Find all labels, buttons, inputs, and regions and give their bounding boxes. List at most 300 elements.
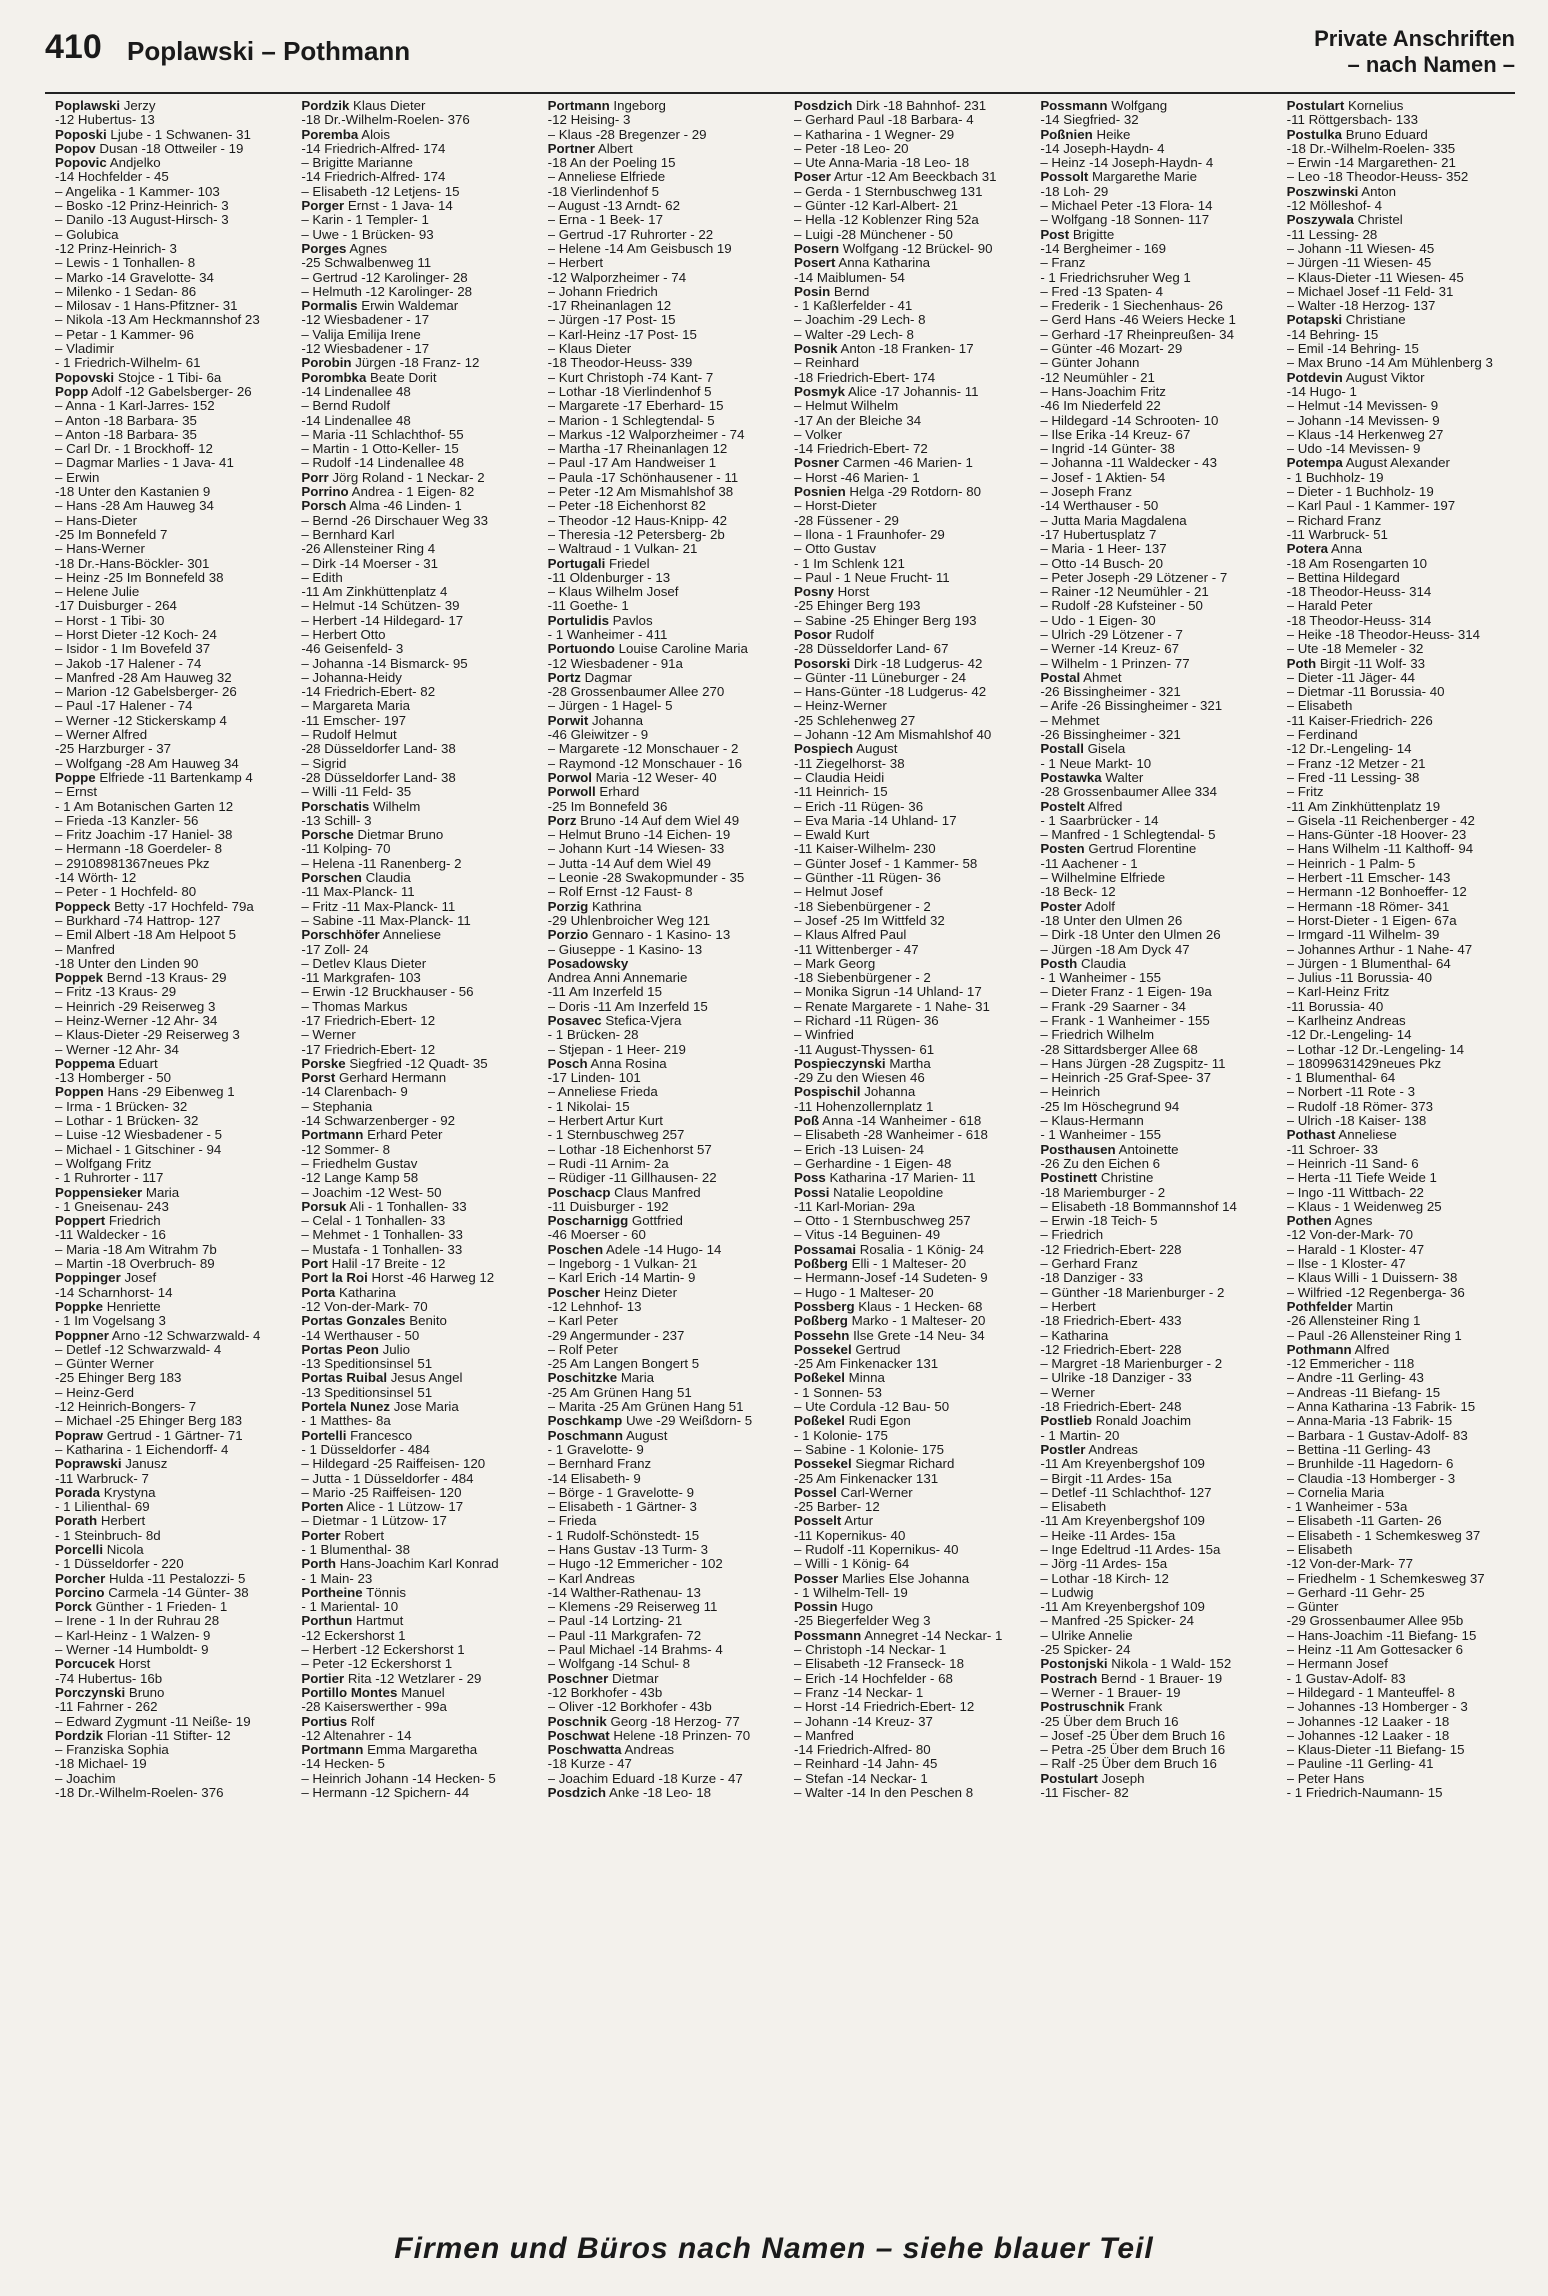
directory-entry: -18 Loh- 29 — [1040, 184, 1109, 199]
directory-entry: Posner Carmen -46 Marien- 1 — [793, 456, 973, 471]
directory-entry: -11 Am Kreyenbergshof 109 — [1040, 1457, 1205, 1472]
directory-entry: – Werner - 1 Brauer- 19 — [1040, 1685, 1181, 1700]
directory-entry: – Maria - 1 Heer- 137 — [1040, 542, 1167, 557]
directory-entry: - 1 Gustav-Adolf- 83 — [1286, 1671, 1406, 1686]
directory-entry: - 1 Brücken- 28 — [547, 1028, 639, 1043]
directory-entry: Poschitzke Maria — [547, 1371, 655, 1386]
directory-entry: - 1 Matthes- 8a — [301, 1414, 391, 1429]
directory-entry: Postelt Alfred — [1040, 799, 1123, 814]
directory-entry: - 1 Sternbuschweg 257 — [547, 1128, 685, 1143]
surname: Possamai — [793, 1242, 857, 1257]
directory-entry: -18 Unter den Linden 90 — [55, 956, 199, 971]
surname: Pospiech — [793, 742, 854, 757]
directory-entry: – Günter -12 Karl-Albert- 21 — [793, 199, 959, 214]
directory-entry: – Petra -25 Über dem Bruch 16 — [1040, 1743, 1226, 1758]
directory-entry: – Bosko -12 Prinz-Heinrich- 3 — [55, 199, 229, 214]
directory-entry: Pordzik Klaus Dieter — [301, 99, 426, 113]
directory-entry: Poremba Alois — [301, 127, 391, 142]
directory-entry: Poschacp Claus Manfred — [547, 1185, 701, 1200]
directory-entry: -18 Friedrich-Ebert- 248 — [1040, 1400, 1182, 1415]
directory-entry: – Rudolf Helmut — [301, 728, 397, 743]
directory-entry: – Rainer -12 Neumühler - 21 — [1040, 585, 1209, 600]
directory-entry: – Otto -14 Busch- 20 — [1040, 556, 1164, 571]
directory-entry: Poposki Ljube - 1 Schwanen- 31 — [55, 127, 251, 142]
surname: Postal — [1040, 670, 1081, 685]
directory-entry: – Bettina Hildegard — [1286, 570, 1400, 585]
directory-entry: -14 Friedrich-Alfred- 80 — [793, 1743, 931, 1758]
directory-entry: – Dieter Franz - 1 Eigen- 19a — [1040, 985, 1212, 1000]
surname: Porschen — [301, 871, 362, 886]
directory-entry: – Vitus -14 Beguinen- 49 — [793, 1228, 941, 1243]
surname: Poßekel — [793, 1371, 845, 1386]
directory-entry: – Klaus-Dieter -29 Reiserweg 3 — [55, 1028, 240, 1043]
directory-entry: – Bernd -26 Dirschauer Weg 33 — [301, 513, 489, 528]
directory-entry: -14 Bergheimer - 169 — [1040, 241, 1166, 256]
directory-entry: – Markus -12 Walporzheimer - 74 — [547, 427, 745, 442]
directory-entry: -11 Goethe- 1 — [547, 599, 629, 614]
surname: Poschkamp — [547, 1414, 623, 1429]
directory-entry: -14 Hugo- 1 — [1286, 384, 1357, 399]
directory-entry: – Dietmar - 1 Lützow- 17 — [301, 1514, 447, 1529]
surname: Portmann — [301, 1128, 364, 1143]
directory-entry: – Ingeborg - 1 Vulkan- 21 — [547, 1257, 698, 1272]
directory-entry: – Hans Wilhelm -11 Kalthoff- 94 — [1286, 842, 1474, 857]
directory-entry: -11 Röttgersbach- 133 — [1286, 113, 1418, 128]
surname: Poth — [1286, 656, 1317, 671]
directory-entry: Portz Dagmar — [547, 670, 632, 685]
directory-entry: Poster Adolf — [1040, 899, 1115, 914]
surname: Postrach — [1040, 1671, 1098, 1686]
directory-entry: Possi Natalie Leopoldine — [793, 1185, 944, 1200]
surname: Postler — [1040, 1442, 1086, 1457]
directory-entry: - 1 Ruhrorter - 117 — [55, 1171, 164, 1186]
directory-entry: Posin Bernd — [793, 284, 870, 299]
directory-entry: – Heinz -25 Im Bonnefeld 38 — [55, 570, 224, 585]
directory-entry: – Helmut -14 Mevissen- 9 — [1286, 399, 1439, 414]
directory-entry: – Peter -18 Eichenhorst 82 — [547, 499, 706, 514]
directory-entry: -11 Kolping- 70 — [301, 842, 391, 857]
surname: Posnik — [793, 342, 838, 357]
directory-entry: – Milosav - 1 Hans-Pfitzner- 31 — [55, 299, 238, 314]
directory-entry: – Frieda — [547, 1514, 597, 1529]
directory-entry: – Irmgard -11 Wilhelm- 39 — [1286, 928, 1440, 943]
directory-entry: Porsch Alma -46 Linden- 1 — [301, 499, 462, 514]
directory-entry: -14 Elisabeth- 9 — [547, 1471, 641, 1486]
directory-entry: – Celal - 1 Tonhallen- 33 — [301, 1214, 446, 1229]
surname: Porsche — [301, 828, 354, 843]
surname: Possehn — [793, 1328, 850, 1343]
directory-entry: – Udo -14 Mevissen- 9 — [1286, 442, 1421, 457]
surname: Postall — [1040, 742, 1084, 757]
directory-entry: Poppema Eduart — [55, 1056, 158, 1071]
directory-entry: – Peter -18 Leo- 20 — [793, 141, 909, 156]
directory-entry: – Hermann -18 Römer- 341 — [1286, 899, 1450, 914]
directory-entry: Porschen Claudia — [301, 871, 411, 886]
directory-entry: -12 Eckershorst 1 — [301, 1628, 406, 1643]
directory-entry: -18 Kurze - 47 — [547, 1757, 632, 1772]
directory-entry: – Helmut Bruno -14 Eichen- 19 — [547, 828, 731, 843]
directory-entry: -18 Friedrich-Ebert- 174 — [793, 370, 936, 385]
directory-entry: – Werner -12 Stickerskamp 4 — [55, 713, 227, 728]
surname: Potdevin — [1286, 370, 1343, 385]
directory-entry: – Rudolf -28 Kufsteiner - 50 — [1040, 599, 1203, 614]
directory-entry: – Max Bruno -14 Am Mühlenberg 3 — [1286, 356, 1493, 371]
directory-entry: Poppe Elfriede -11 Bartenkamp 4 — [55, 770, 253, 785]
directory-entry: – Ingrid -14 Günter- 38 — [1040, 442, 1175, 457]
directory-entry: Poszwinski Anton — [1286, 184, 1397, 199]
directory-entry: -12 Von-der-Mark- 70 — [301, 1299, 428, 1314]
directory-entry: -12 Wiesbadener - 17 — [301, 313, 430, 328]
surname: Posorski — [793, 656, 851, 671]
directory-entry: Possekel Siegmar Richard — [793, 1457, 955, 1472]
directory-entry: – Friedhelm - 1 Schemkesweg 37 — [1286, 1571, 1485, 1586]
directory-entry: -25 Ehinger Berg 183 — [55, 1371, 182, 1386]
directory-entry: -11 Duisburger - 192 — [547, 1199, 669, 1214]
directory-entry: -13 Speditionsinsel 51 — [301, 1357, 433, 1372]
directory-entry: – Frank - 1 Wanheimer - 155 — [1040, 1014, 1210, 1028]
directory-entry: Pothen Agnes — [1286, 1214, 1373, 1229]
directory-entry: – Horst -14 Friedrich-Ebert- 12 — [793, 1700, 975, 1715]
directory-entry: – Gisela -11 Reichenberger - 42 — [1286, 813, 1475, 828]
directory-entry: -11 Hohenzollernplatz 1 — [793, 1099, 934, 1114]
directory-entry: -12 Friedrich-Ebert- 228 — [1040, 1242, 1182, 1257]
surname: Porta — [301, 1285, 336, 1300]
directory-entry: Poppen Hans -29 Eibenweg 1 — [55, 1085, 235, 1100]
directory-entry: -29 Grossenbaumer Allee 95b — [1286, 1614, 1464, 1629]
directory-entry: -18 Siebenbürgener - 2 — [793, 971, 931, 986]
surname: Poscharnigg — [547, 1214, 629, 1229]
directory-entry: – Hans Jürgen -28 Zugspitz- 11 — [1040, 1056, 1226, 1071]
directory-entry: -14 Maiblumen- 54 — [793, 270, 905, 285]
directory-entry: -12 Emmericher - 118 — [1286, 1357, 1415, 1372]
directory-entry: – Wolfgang Fritz — [55, 1156, 152, 1171]
surname: Possel — [793, 1485, 837, 1500]
surname: Port la Roi — [301, 1271, 368, 1286]
directory-entry: – Friedrich Wilhelm — [1040, 1028, 1155, 1043]
directory-entry: Poschen Adele -14 Hugo- 14 — [547, 1242, 722, 1257]
directory-entry: -18 Theodor-Heuss- 314 — [1286, 613, 1432, 628]
directory-entry: Porzig Kathrina — [547, 899, 642, 914]
directory-entry: - 1 Blumenthal- 64 — [1286, 1071, 1396, 1086]
directory-entry: Porschatis Wilhelm — [301, 799, 421, 814]
directory-entry: Posselt Artur — [793, 1514, 874, 1529]
directory-entry: - 1 Kaßlerfelder - 41 — [793, 299, 913, 314]
directory-entry: Porges Agnes — [301, 241, 388, 256]
directory-entry: Port Halil -17 Breite - 12 — [301, 1257, 446, 1272]
directory-entry: – Klaus Alfred Paul — [793, 928, 907, 943]
directory-entry: -11 Fahrner - 262 — [55, 1700, 158, 1715]
directory-entry: – Herbert Artur Kurt — [547, 1114, 663, 1129]
directory-entry: – Herbert -12 Eckershorst 1 — [301, 1643, 465, 1658]
directory-entry: - 1 Wanheimer - 411 — [547, 627, 668, 642]
directory-entry: -12 Von-der-Mark- 70 — [1286, 1228, 1414, 1243]
directory-entry: -25 Schwalbenweg 11 — [301, 256, 432, 271]
directory-entry: – Stjepan - 1 Heer- 219 — [547, 1042, 686, 1057]
directory-entry: -12 Dr.-Lengeling- 14 — [1286, 1028, 1412, 1043]
surname: Pordzik — [301, 99, 350, 113]
directory-entry: Poschmann August — [547, 1428, 668, 1443]
directory-entry: – Manfred -28 Am Hauweg 32 — [55, 670, 232, 685]
directory-entry: – Horst -46 Marien- 1 — [793, 470, 920, 485]
surname: Poschitzke — [547, 1371, 618, 1386]
directory-entry: Poplawski Jerzy — [55, 99, 156, 113]
surname: Poppen — [55, 1085, 104, 1100]
directory-entry: – Werner -12 Ahr- 34 — [55, 1042, 179, 1057]
directory-entry: -25 Über dem Bruch 16 — [1040, 1714, 1179, 1729]
directory-entry: – Brunhilde -11 Hagedorn- 6 — [1286, 1457, 1454, 1472]
directory-entry: – Richard -11 Rügen- 36 — [793, 1014, 939, 1028]
directory-entry: Porz Bruno -14 Auf dem Wiel 49 — [547, 813, 740, 828]
surname: Porczynski — [55, 1685, 126, 1700]
surname: Poscher — [547, 1285, 601, 1300]
directory-entry: -11 Borussia- 40 — [1286, 999, 1384, 1014]
directory-entry: – Harald - 1 Kloster- 47 — [1286, 1242, 1425, 1257]
directory-entry: – Klaus - 1 Weidenweg 25 — [1286, 1199, 1442, 1214]
surname: Porwit — [547, 713, 589, 728]
surname: Posdzich — [793, 99, 853, 113]
directory-entry: – Fritz -11 Max-Planck- 11 — [301, 899, 456, 914]
directory-entry: – Danilo -13 August-Hirsch- 3 — [55, 213, 229, 228]
directory-entry: -11 Oldenburger - 13 — [547, 570, 671, 585]
directory-entry: – Rüdiger -11 Gillhausen- 22 — [547, 1171, 717, 1186]
surname: Poppema — [55, 1056, 115, 1071]
directory-entry: – Johann -11 Wiesen- 45 — [1286, 241, 1435, 256]
directory-entry: – Helmut Wilhelm — [793, 399, 899, 414]
directory-entry: – Horst-Dieter — [793, 499, 877, 514]
directory-entry: – Hermann -18 Goerdeler- 8 — [55, 842, 223, 857]
directory-entry: -28 Düsseldorfer Land- 38 — [301, 770, 456, 785]
directory-entry: – Johannes -12 Laaker - 18 — [1286, 1714, 1450, 1729]
directory-entry: – Udo - 1 Eigen- 30 — [1040, 613, 1156, 628]
directory-entry: Porcher Hulda -11 Pestalozzi- 5 — [55, 1571, 246, 1586]
surname: Posten — [1040, 842, 1085, 857]
surname: Portas Gonzales — [301, 1314, 406, 1329]
directory-entry: – Hermann -12 Spichern- 44 — [301, 1786, 470, 1801]
directory-entry: – Rudi -11 Arnim- 2a — [547, 1156, 669, 1171]
directory-entry: – Jakob -17 Halener - 74 — [55, 656, 202, 671]
directory-entry: -14 Joseph-Haydn- 4 — [1040, 141, 1165, 156]
directory-entry: – Irene - 1 In der Ruhrau 28 — [55, 1614, 220, 1629]
directory-entry: – Wolfgang -18 Sonnen- 117 — [1040, 213, 1210, 228]
surname: Porschhöfer — [301, 928, 380, 943]
surname: Portius — [301, 1714, 348, 1729]
page-title: Poplawski – Pothmann — [127, 36, 411, 66]
directory-entry: – Gerhardine - 1 Eigen- 48 — [793, 1156, 952, 1171]
directory-entry: – Margareta Maria — [301, 699, 410, 714]
directory-entry: -12 Friedrich-Ebert- 228 — [1040, 1342, 1182, 1357]
directory-entry: – Fritz — [1286, 785, 1324, 800]
directory-entry: – Klaus Willi - 1 Duissern- 38 — [1286, 1271, 1458, 1286]
directory-entry: -18 Am Rosengarten 10 — [1286, 556, 1428, 571]
directory-entry: -14 Lindenallee 48 — [301, 384, 411, 399]
surname: Poschner — [547, 1671, 609, 1686]
directory-entry: – Peter - 1 Hochfeld- 80 — [55, 885, 197, 900]
directory-entry: -18 Michael- 19 — [55, 1757, 147, 1772]
directory-entry: – Burkhard -74 Hattrop- 127 — [55, 913, 221, 928]
directory-entry: Posern Wolfgang -12 Brückel- 90 — [793, 241, 993, 256]
directory-entry: Port la Roi Horst -46 Harweg 12 — [301, 1271, 495, 1286]
directory-entry: – Wilhelm - 1 Prinzen- 77 — [1040, 656, 1190, 671]
directory-entry: Portillo Montes Manuel — [301, 1685, 445, 1700]
directory-entry: Potera Anna — [1286, 542, 1363, 557]
directory-entry: Popraw Gertrud - 1 Gärtner- 71 — [55, 1428, 243, 1443]
surname: Possolt — [1040, 170, 1089, 185]
directory-entry: - 1 Martin- 20 — [1040, 1428, 1120, 1443]
directory-entry: – Hermann -12 Bonhoeffer- 12 — [1286, 885, 1467, 900]
directory-entry: -18 Dr.-Hans-Böckler- 301 — [55, 556, 210, 571]
directory-entry: – Andreas -11 Biefang- 15 — [1286, 1385, 1441, 1400]
directory-entry: – Arife -26 Bissingheimer - 321 — [1040, 699, 1223, 714]
directory-entry: Pothast Anneliese — [1286, 1128, 1397, 1143]
directory-entry: – Herbert Otto — [301, 627, 386, 642]
directory-entry: – Johann -14 Mevissen- 9 — [1286, 413, 1440, 428]
directory-entry: – Gerhard Franz — [1040, 1257, 1138, 1272]
directory-entry: – Friedhelm Gustav — [301, 1156, 418, 1171]
directory-entry: Postler Andreas — [1040, 1442, 1138, 1457]
surname: Portheine — [301, 1585, 363, 1600]
directory-entry: -12 Heising- 3 — [547, 113, 631, 128]
directory-entry: Postall Gisela — [1040, 742, 1126, 757]
directory-entry: – Ilse - 1 Kloster- 47 — [1286, 1257, 1406, 1272]
directory-entry: – Klemens -29 Reiserweg 11 — [547, 1600, 718, 1615]
directory-entry: Portier Rita -12 Wetzlarer - 29 — [301, 1671, 482, 1686]
directory-entry: – Paula -17 Schönhausener - 11 — [547, 470, 739, 485]
directory-entry: – Franz -12 Metzer - 21 — [1286, 756, 1426, 771]
directory-entry: Porzio Gennaro - 1 Kasino- 13 — [547, 928, 731, 943]
directory-entry: – Erich -11 Rügen- 36 — [793, 799, 924, 814]
directory-entry: – Helmuth -12 Karolinger- 28 — [301, 284, 473, 299]
directory-entry: – Karlheinz Andreas — [1286, 1014, 1406, 1028]
directory-entry: – Erwin — [55, 470, 100, 485]
directory-entry: – Heinrich -11 Sand- 6 — [1286, 1156, 1419, 1171]
directory-entry: -11 Kaiser-Friedrich- 226 — [1286, 713, 1433, 728]
surname: Poplawski — [55, 99, 121, 113]
directory-entry: – Mehmet - 1 Tonhallen- 33 — [301, 1228, 463, 1243]
surname: Porten — [301, 1500, 344, 1515]
directory-entry: -28 Sittardsberger Allee 68 — [1040, 1042, 1198, 1057]
directory-entry: Post Brigitte — [1040, 227, 1115, 242]
directory-entry: Porrino Andrea - 1 Eigen- 82 — [301, 485, 475, 500]
directory-entry: – Stefan -14 Neckar- 1 — [793, 1771, 928, 1786]
surname: Poppe — [55, 770, 96, 785]
surname: Poschwatta — [547, 1743, 622, 1758]
directory-entry: – Detlef -12 Schwarzwald- 4 — [55, 1342, 222, 1357]
directory-entry: – Klaus -14 Herkenweg 27 — [1286, 427, 1444, 442]
surname: Poppner — [55, 1328, 109, 1343]
directory-entry: -11 Emscher- 197 — [301, 713, 407, 728]
surname: Porz — [547, 813, 577, 828]
directory-entry: -46 Moerser - 60 — [547, 1228, 646, 1243]
directory-entry: – Karl Paul - 1 Kammer- 197 — [1286, 499, 1456, 514]
directory-entry: -14 Hecken- 5 — [301, 1757, 385, 1772]
surname: Porrino — [301, 485, 349, 500]
surname: Poster — [1040, 899, 1082, 914]
directory-entry: - 1 Friedrich-Wilhelm- 61 — [55, 356, 201, 371]
directory-entry: – Rolf Peter — [547, 1342, 618, 1357]
directory-entry: Poss Katharina -17 Marien- 11 — [793, 1171, 976, 1186]
directory-entry: Portmann Erhard Peter — [301, 1128, 443, 1143]
directory-entry: - 1 Düsseldorfer - 220 — [55, 1557, 184, 1572]
directory-entry: – Günter Josef - 1 Kammer- 58 — [793, 856, 978, 871]
directory-entry: – Johannes Arthur - 1 Nahe- 47 — [1286, 942, 1473, 957]
directory-entry: -18 Dr.-Wilhelm-Roelen- 335 — [1286, 141, 1456, 156]
surname: Portmann — [301, 1743, 364, 1758]
surname: Porsuk — [301, 1199, 347, 1214]
directory-entry: – Gerd Hans -46 Weiers Hecke 1 — [1040, 313, 1236, 328]
directory-column-6 — [1287, 99, 1515, 2219]
directory-entry: – Maria -11 Schlachthof- 55 — [301, 427, 464, 442]
directory-entry: – Doris -11 Am Inzerfeld 15 — [547, 999, 708, 1014]
directory-entry: -12 Hubertus- 13 — [55, 113, 155, 128]
directory-entry: – Karl-Heinz - 1 Walzen- 9 — [55, 1628, 211, 1643]
directory-entry: – Lothar - 1 Brücken- 32 — [55, 1114, 199, 1129]
directory-entry: - 1 Im Schlenk 121 — [793, 556, 905, 571]
surname: Posch — [547, 1056, 588, 1071]
surname: Porzig — [547, 899, 589, 914]
surname: Porsch — [301, 499, 347, 514]
directory-entry: – Jürgen -11 Wiesen- 45 — [1286, 256, 1432, 271]
directory-entry: – Mustafa - 1 Tonhallen- 33 — [301, 1242, 463, 1257]
directory-entry: – Günter -46 Mozart- 29 — [1040, 342, 1183, 357]
directory-entry: -28 Kaiserswerther - 99a — [301, 1700, 447, 1715]
surname: Postulart — [1286, 99, 1345, 113]
surname: Poszywala — [1286, 213, 1354, 228]
directory-entry: – Klaus-Hermann — [1040, 1114, 1144, 1129]
directory-entry: -17 An der Bleiche 34 — [793, 413, 922, 428]
directory-entry: -25 Am Finkenacker 131 — [793, 1471, 939, 1486]
directory-entry: -12 Wiesbadener - 91a — [547, 656, 683, 671]
directory-entry: Porwol Maria -12 Weser- 40 — [547, 770, 717, 785]
directory-entry: Portheine Tönnis — [301, 1585, 407, 1600]
directory-entry: Posor Rudolf — [793, 627, 874, 642]
surname: Poprawski — [55, 1457, 122, 1472]
directory-entry: – Paul -11 Markgrafen- 72 — [547, 1628, 702, 1643]
directory-entry: – Klaus Dieter — [547, 342, 632, 357]
directory-entry: – Dagmar Marlies - 1 Java- 41 — [55, 456, 234, 471]
directory-entry: -12 Lange Kamp 58 — [301, 1171, 419, 1186]
surname: Posor — [793, 627, 832, 642]
directory-entry: – Paul - 1 Neue Frucht- 11 — [793, 570, 950, 585]
directory-entry: Posmyk Alice -17 Johannis- 11 — [793, 384, 979, 399]
directory-entry: Porath Herbert — [55, 1514, 146, 1529]
directory-entry: -25 Biegerfelder Weg 3 — [793, 1614, 931, 1629]
surname: Posner — [793, 456, 840, 471]
directory-entry: – Ferdinand — [1286, 728, 1358, 743]
directory-entry: Pothfelder Martin — [1286, 1299, 1394, 1314]
directory-entry: Portas Gonzales Benito — [301, 1314, 447, 1329]
directory-entry: -25 Spicker- 24 — [1040, 1643, 1131, 1658]
directory-entry: - 1 Blumenthal- 38 — [301, 1542, 410, 1557]
directory-entry: – Hildegard - 1 Manteuffel- 8 — [1286, 1685, 1455, 1700]
directory-entry: – Hans-Joachim -11 Biefang- 15 — [1286, 1628, 1477, 1643]
directory-entry: – Martin - 1 Otto-Keller- 15 — [301, 442, 459, 457]
directory-entry: -18 Theodor-Heuss- 314 — [1286, 585, 1432, 600]
directory-entry: – Joachim -29 Lech- 8 — [793, 313, 926, 328]
surname: Port — [301, 1257, 328, 1272]
directory-entry: – Christoph -14 Neckar- 1 — [793, 1643, 947, 1658]
directory-entry: – Werner -14 Kreuz- 67 — [1040, 642, 1180, 657]
directory-entry: – Franz -14 Neckar- 1 — [793, 1685, 924, 1700]
surname: Poppensieker — [55, 1185, 143, 1200]
directory-entry: – Werner -14 Humboldt- 9 — [55, 1643, 209, 1658]
surname: Posth — [1040, 956, 1078, 971]
directory-entry: Posser Marlies Else Johanna — [793, 1571, 970, 1586]
directory-entry: – Hugo - 1 Malteser- 20 — [793, 1285, 934, 1300]
surname: Poschwat — [547, 1728, 610, 1743]
directory-entry: – Joseph Franz — [1040, 485, 1132, 500]
directory-entry: – Ulrike -18 Danziger - 33 — [1040, 1371, 1192, 1386]
directory-entry: Posth Claudia — [1040, 956, 1127, 971]
